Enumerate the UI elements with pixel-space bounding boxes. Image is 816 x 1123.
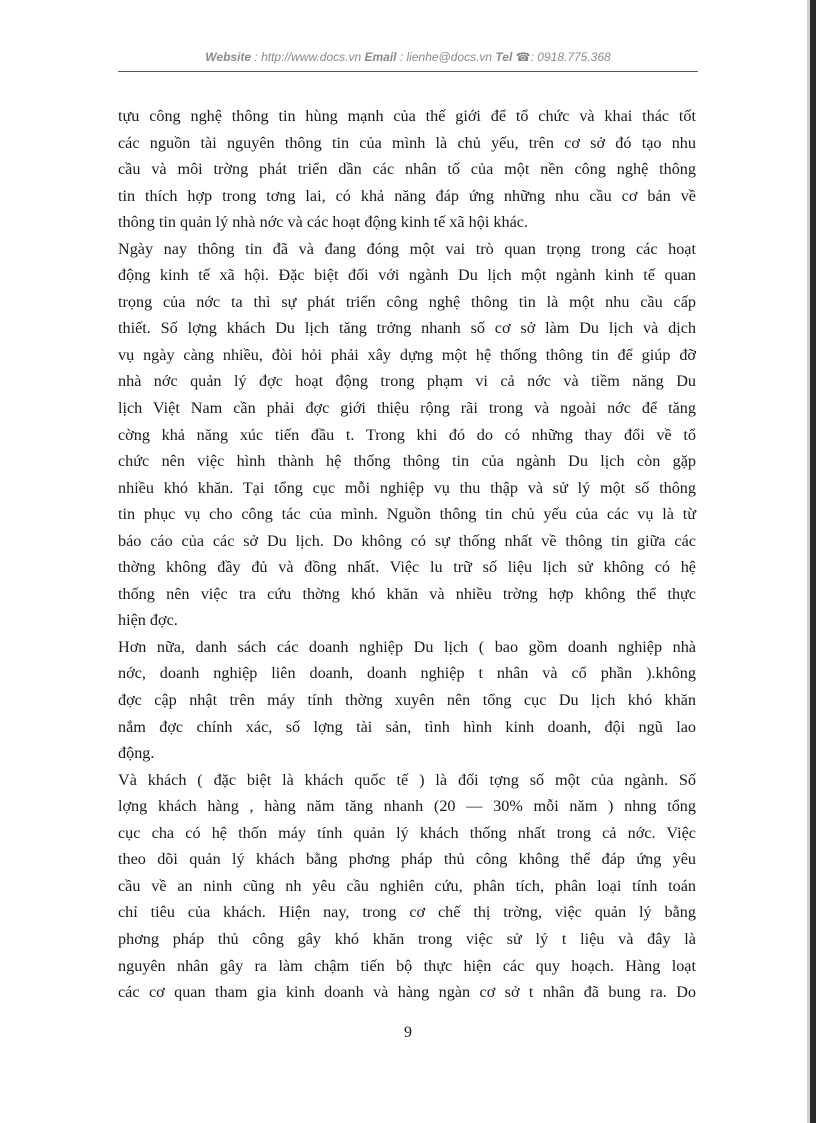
text-line: nớc, doanh nghiệp liên doanh, doanh nghiệp t nhân và cổ phần ).không: [118, 664, 696, 683]
text-line: phơng pháp thủ công gây khó khăn trong việc sử lý t liệu và đây là: [118, 929, 696, 948]
page-number: 9: [404, 1024, 412, 1041]
text-line: chức nên việc hình thành hệ thống thông tin của ngành Du lịch còn gặp: [118, 452, 696, 471]
website-value: : http://www.docs.vn: [254, 50, 362, 64]
text-line: cầu và môi trờng phát triển dần các nhân tố của một nền công nghệ thông: [118, 160, 696, 179]
header-divider: [118, 71, 698, 72]
text-line: trọng của nớc ta thì sự phát triển công nghệ thông tin là một nhu cầu cấp: [118, 292, 696, 311]
text-line: động kinh tế xã hội. Đặc biệt đối với ngành Du lịch một ngành kinh tế quan: [118, 266, 696, 285]
text-line: nắm đợc chính xác, số lợng tài sản, tình hình kinh doanh, đội ngũ lao: [118, 717, 696, 736]
tel-label: Tel: [495, 50, 513, 64]
text-line: nguyên nhân gây ra làm chậm tiến bộ thực hiện các quy hoạch. Hàng loạt: [118, 956, 696, 975]
page-edge-bar: [810, 0, 816, 1123]
text-line: Hơn nữa, danh sách các doanh nghiệp Du lịch ( bao gồm doanh nghiệp nhà: [118, 637, 696, 656]
text-line: đợc cập nhật trên máy tính thờng xuyên nên tổng cục Du lịch khó khăn: [118, 691, 696, 710]
text-line: thông tin quản lý nhà nớc và các hoạt động kinh tế xã hội khác.: [118, 213, 528, 232]
document-body: [118, 103, 696, 1006]
text-line: thống nên việc tra cứu thờng khó khăn và nhiều trờng hợp không thể thực: [118, 584, 696, 603]
email-label: Email: [364, 50, 397, 64]
text-line: các cơ quan tham gia kinh doanh và hàng ngàn cơ sở t nhân đã bung ra. Do: [118, 983, 696, 1002]
text-line: thờng không đầy đủ và đồng nhất. Việc lu trữ số liệu lịch sử không có hệ: [118, 558, 696, 577]
text-line: cờng khả năng xúc tiến đầu t. Trong khi đó do có những thay đổi về tổ: [118, 425, 696, 444]
text-line: theo dõi quản lý khách bằng phơng pháp thủ công không thể đáp ứng yêu: [118, 850, 696, 869]
text-line: nhà nớc quản lý đợc hoạt động trong phạm vi cả nớc và tiềm năng Du: [118, 372, 696, 391]
website-label: Website: [205, 50, 252, 64]
text-line: lịch Việt Nam cần phải đợc giới thiệu rộng rãi trong và ngoài nớc để tăng: [118, 399, 696, 418]
text-line: tựu công nghệ thông tin hùng mạnh của thế giới để tổ chức và khai thác tốt: [118, 107, 696, 125]
text-line: báo cáo của các sở Du lịch. Do không có sự thống nhất về thông tin giữa các: [118, 531, 696, 550]
text-line: thiết. Số lợng khách Du lịch tăng trởng nhanh số cơ sở làm Du lịch và dịch: [118, 319, 696, 338]
text-line: tin phục vụ cho công tác của mình. Nguồn thông tin chủ yếu của các vụ là từ: [118, 505, 696, 524]
phone-icon: ☎: [515, 50, 531, 64]
text-line: tin thích hợp trong tơng lai, có khả năng đáp ứng những nhu cầu cơ bản về: [118, 186, 696, 205]
text-line: cục cha có hệ thốn máy tính quản lý khách thống nhất trong cả nớc. Việc: [118, 823, 696, 842]
text-line: lợng khách hàng , hàng năm tăng nhanh (20 — 30% mỗi năm ) nhng tổng: [118, 797, 696, 816]
tel-value: : 0918.775.368: [530, 50, 611, 64]
page-header: [0, 50, 816, 64]
text-line: cầu về an ninh cũng nh yêu cầu nghiên cứu, phân tích, phân loại tính toán: [118, 876, 696, 895]
email-value: : lienhe@docs.vn: [399, 50, 493, 64]
text-line: hiện đợc.: [118, 611, 178, 630]
text-line: Và khách ( đặc biệt là khách quốc tế ) là đối tợng số một của ngành. Số: [118, 770, 696, 789]
text-line: vụ ngày càng nhiều, đòi hỏi phải xây dựng một hệ thống thông tin để giúp đỡ: [118, 345, 696, 364]
text-line: chỉ tiêu của khách. Hiện nay, trong cơ chế thị trờng, việc quản lý bằng: [118, 903, 696, 922]
text-line: động.: [118, 744, 155, 763]
text-line: Ngày nay thông tin đã và đang đóng một vai trò quan trọng trong các hoạt: [118, 239, 696, 258]
text-line: các nguồn tài nguyên thông tin của mình là chủ yếu, trên cơ sở đó tạo nhu: [118, 133, 696, 152]
text-line: nhiều khó khăn. Tại tổng cục mỗi nghiệp vụ thu thập và sử lý một số thông: [118, 478, 696, 497]
